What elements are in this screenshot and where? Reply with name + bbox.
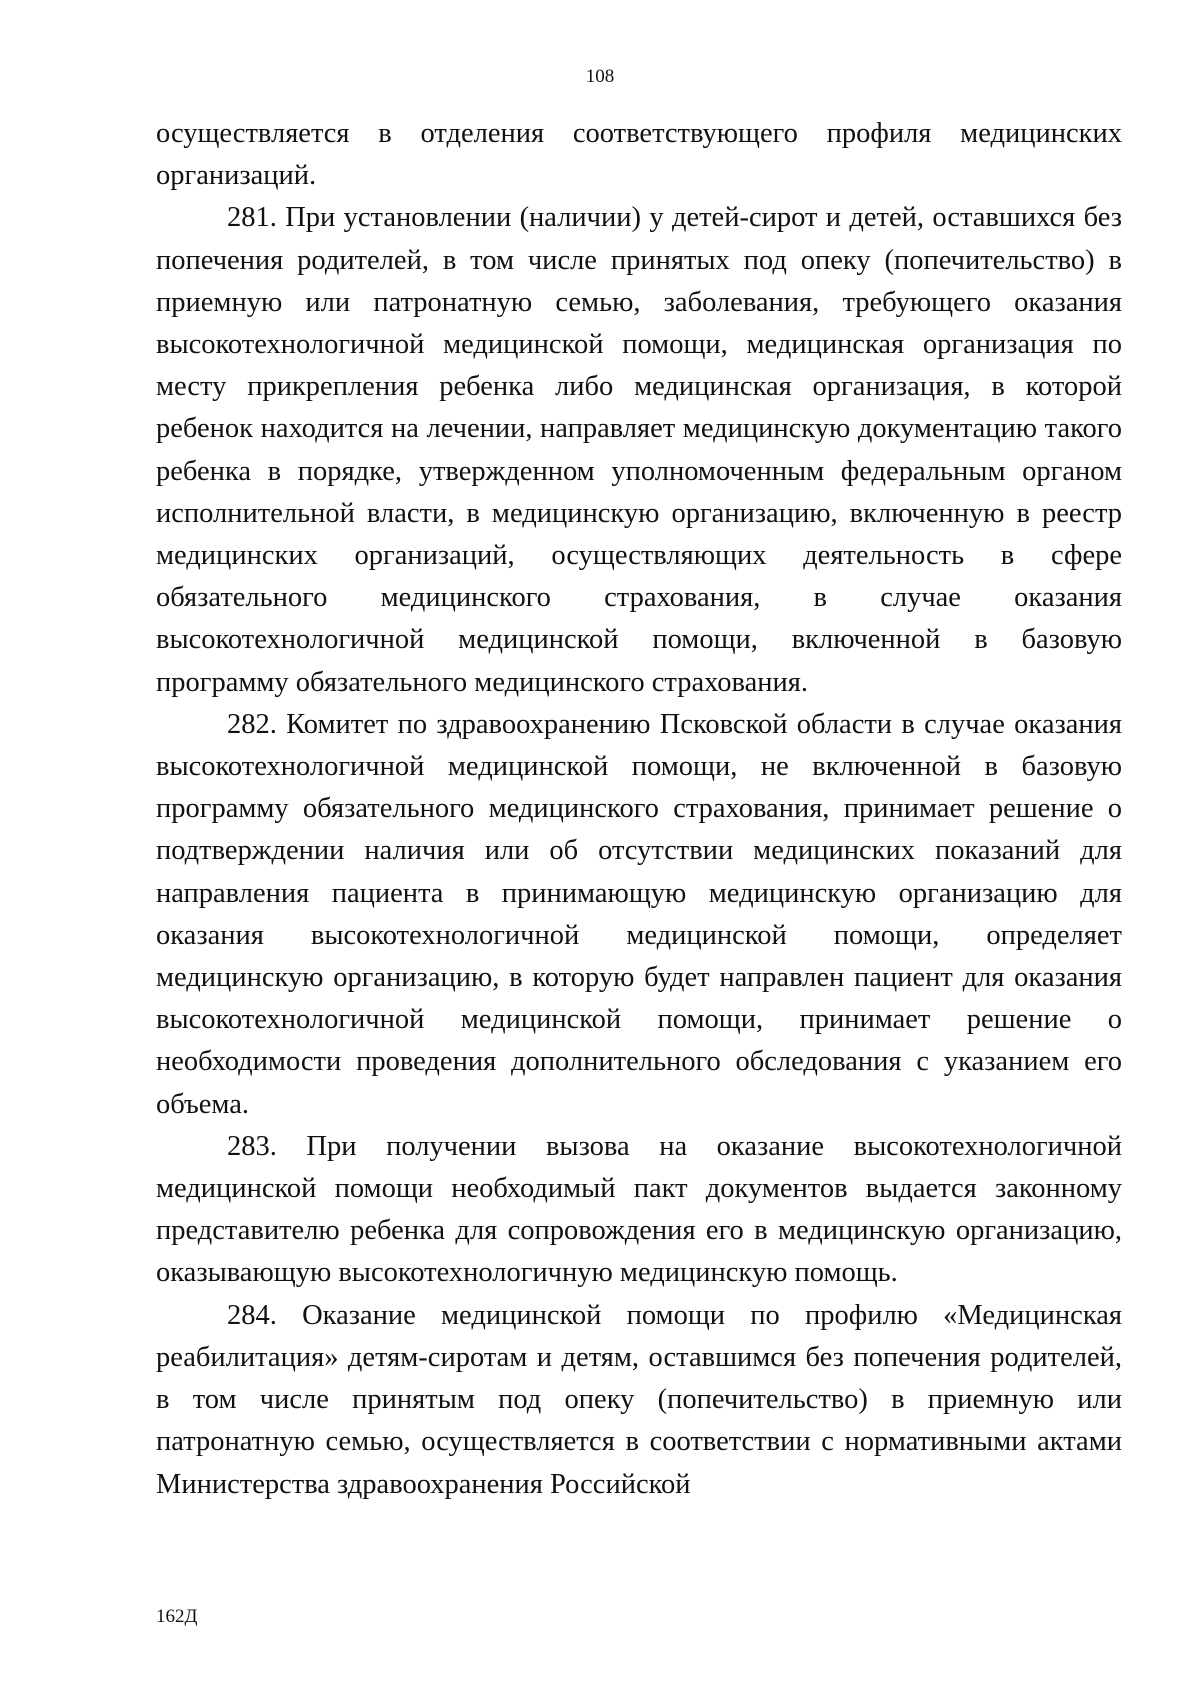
page-number: 108 [585,66,615,87]
paragraph-282: 282. Комитет по здравоохранению Псковской области в случае оказания высокотехнологичной медицинской помощи, не включенной в базовую программу обязательного медицинского страхования, принимает решение о подтверждении наличия или об отсутствии медицинских показаний для направления пациента в принимающую медицинскую организацию для оказания высокотехнологичной медицинской помощи, определяет медицинскую организацию, в которую будет направлен пациент для оказания высокотехнологичной медицинской помощи, принимает решение о необходимости проведения дополнительного обследования с указанием его объема. [156,708,1122,1120]
paragraph-281: 281. При установлении (наличии) у детей-сирот и детей, оставшихся без попечения родителей, в том числе принятых под опеку (попечительство) в приемную или патронатную семью, заболевания, требующего оказания высокотехнологичной медицинской помощи, медицинская организация по месту прикрепления ребенка либо медицинская организация, в которой ребенок находится на лечении, направляет медицинскую документацию такого ребенка в порядке, утвержденном уполномоченным федеральным органом исполнительной власти, в медицинскую организацию, включенную в реестр медицинских организаций, осуществляющих деятельность в сфере обязательного медицинского страхования, в случае оказания высокотехнологичной медицинской помощи, включенной в базовую программу обязательного медицинского страхования. [156,202,1122,698]
document-code: 162Д [156,1606,198,1627]
paragraph-284: 284. Оказание медицинской помощи по профилю «Медицинская реабилитация» детям-сиротам и детям, оставшимся без попечения родителей, в том числе принятым под опеку (попечительство) в приемную или патронатную семью, осуществляется в соответствии с нормативными актами Министерства здравоохранения Российской [156,1299,1122,1500]
paragraph-283: 283. При получении вызова на оказание высокотехнологичной медицинской помощи необходимый пакт документов выдается законному представителю ребенка для сопровождения его в медицинскую организацию, оказывающую высокотехнологичную медицинскую помощь. [156,1130,1122,1289]
document-body [156,113,1122,1506]
paragraph-continuation: осуществляется в отделения соответствующего профиля медицинских организаций. [156,118,1122,192]
